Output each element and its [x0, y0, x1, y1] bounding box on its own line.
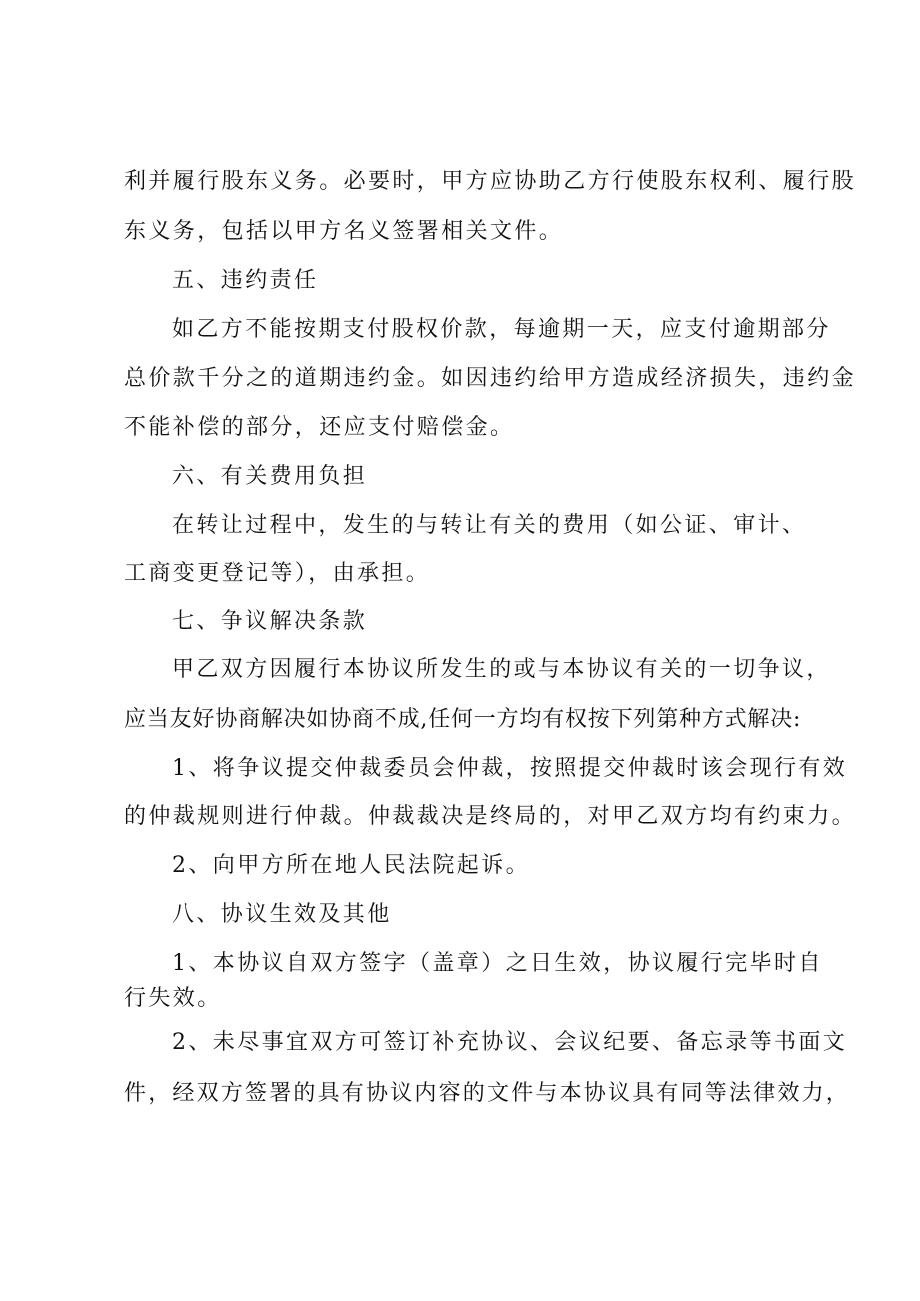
text-line: 的仲裁规则进行仲裁。仲裁裁决是终局的，对甲乙双方均有约束力。 — [124, 804, 857, 829]
section-heading: 八、协议生效及其他 — [172, 902, 392, 927]
text-line: 1、本协议自双方签字（盖章）之日生效，协议履行完毕时自 — [172, 951, 823, 976]
text-line: 1、将争议提交仲裁委员会仲裁，按照提交仲裁时该会现行有效 — [172, 756, 848, 781]
text-line: 如乙方不能按期支付股权价款，每逾期一天，应支付逾期部分 — [172, 317, 831, 342]
text-line: 行失效。 — [124, 986, 222, 1011]
text-line: 2、未尽事宜双方可签订补充协议、会议纪要、备忘录等书面文 — [172, 1030, 848, 1055]
text-line: 在转让过程中，发生的与转让有关的费用（如公证、审计、 — [172, 513, 807, 538]
section-heading: 七、争议解决条款 — [172, 609, 368, 634]
text-line: 工商变更登记等），由承担。 — [124, 561, 431, 586]
text-line: 甲乙双方因履行本协议所发生的或与本协议有关的一切争议， — [172, 657, 831, 682]
text-line: 利并履行股东义务。必要时，甲方应协助乙方行使股东权利、履行股 — [124, 169, 857, 194]
section-heading: 五、违约责任 — [172, 268, 319, 293]
text-line: 不能补偿的部分，还应支付赔偿金。 — [124, 415, 515, 440]
text-line: 件，经双方签署的具有协议内容的文件与本协议具有同等法律效力， — [124, 1081, 851, 1106]
text-line: 东义务，包括以甲方名义签署相关文件。 — [124, 219, 564, 244]
text-line: 2、向甲方所在地人民法院起诉。 — [172, 853, 530, 878]
section-heading: 六、有关费用负担 — [172, 464, 368, 489]
text-line: 总价款千分之的道期违约金。如因违约给甲方造成经济损失，违约金 — [124, 366, 857, 391]
text-line: 应当友好协商解决如协商不成,任何一方均有权按下列第种方式解决: — [124, 707, 802, 732]
